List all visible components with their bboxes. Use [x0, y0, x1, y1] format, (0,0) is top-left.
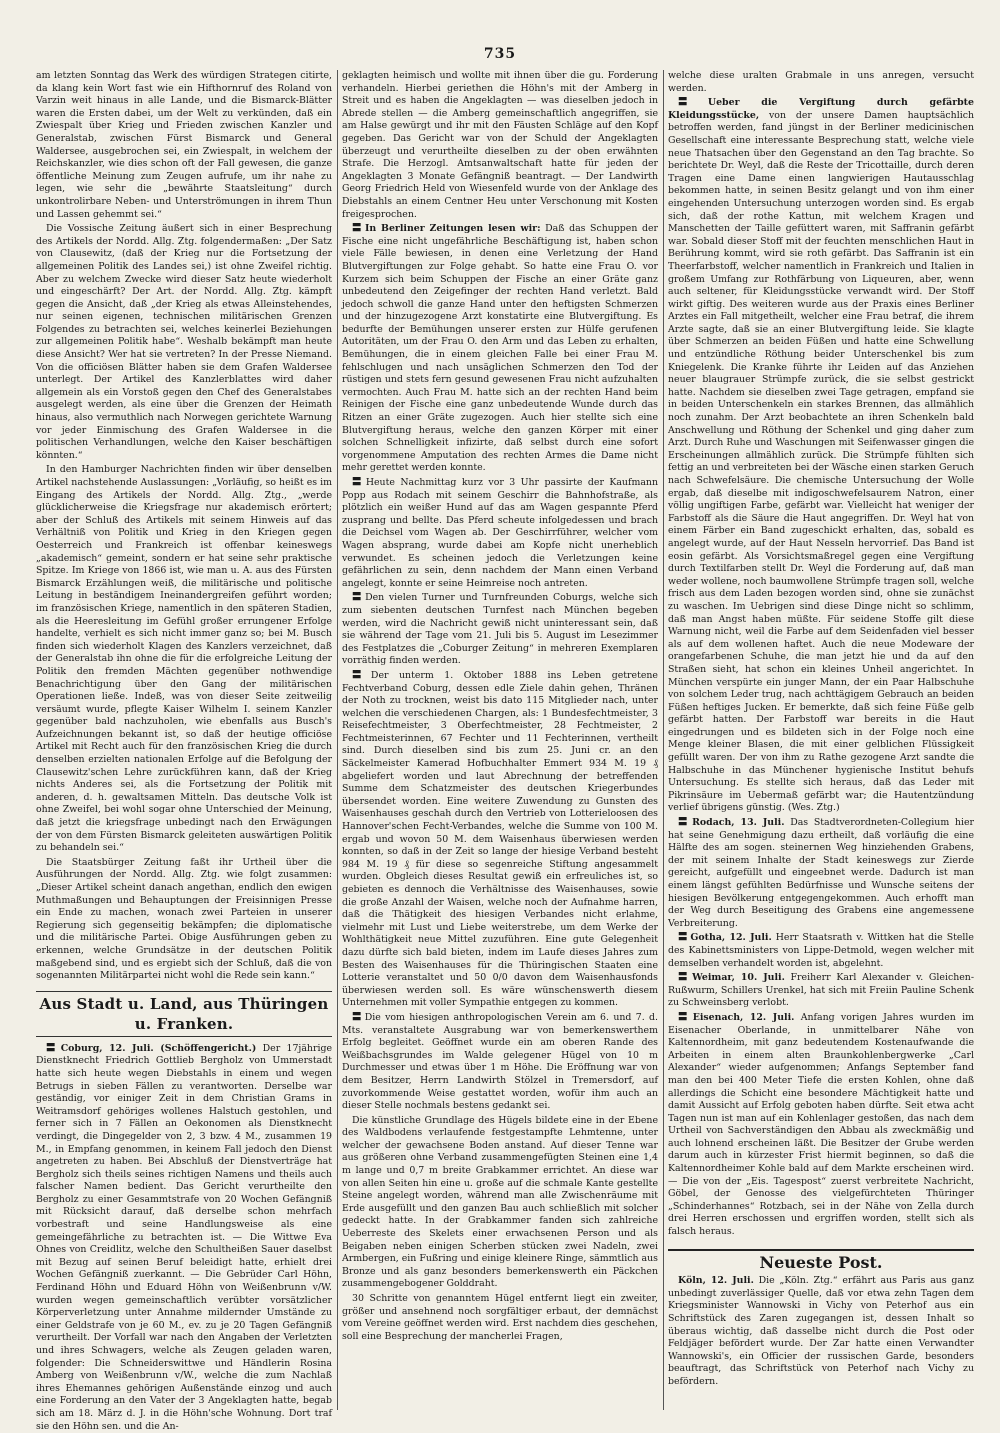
- news-item: [668, 932, 974, 970]
- news-text: Der 17jährige Dienstknecht Friedrich Gottlieb Bergholz von Ummerstadt hatte sich heute wegen Diebstahls in einem und wegen Betrugs in sieben Fällen zu verantworten. Derselbe war geständig, vor einiger Zeit in dem Christian Grams in Weitramsdorf gehöriges wollenes Halstuch gestohlen, und ferner sich in 7 Fällen an Oekonomen als Dienstknecht verdingt, die Dingegelder von 2, 3 bzw. 4 M., zusammen 19 M., in Empfang genommen, in keinem Fall jedoch den Dienst angetreten zu haben. Bei Abschluß der Dienstverträge hat Bergholz sich theils seines richtigen Namens und theils auch falscher Namen bedient. Das Gericht verurtheilte den Bergholz zu einer Gesammtstrafe von 20 Wochen Gefängniß mit Rücksicht darauf, daß derselbe schon mehrfach vorbestraft und seine Handlungsweise als eine gemeingefährliche zu betrachten ist. — Die Wittwe Eva Ohnes von Creidlitz, welche den Schultheißen Sauer daselbst mit Bezug auf seinen Beruf beleidigt hatte, erhielt drei Wochen Gefängniß zuerkannt. — Die Gebrüder Carl Höhn, Ferdinand Höhn und Eduard Höhn von Weißenbrunn v/W. wurden wegen gemeinschaftlich verübter vorsätzlicher Körperverletzung unter Annahme mildernder Umstände zu einer Geldstrafe von je 60 M., ev. zu je 20 Tagen Gefängniß verurtheilt. Der Vorfall war nach den Angaben der Verletzten und ihres Schwagers, welche als Zeugen geladen waren, folgender: Die Schneiderswittwe und Händlerin Rosina Amberg von Weißenbrunn v/W., welche die zum Nachlaß ihres Ehemannes gehörigen Außenstände einzog und auch eine Forderung an den Vater der 3 Angeklagten hatte, begab sich am 18. März d. J. in die Höhn'sche Wohnung. Dort traf sie den Höhn sen. und die An-: [36, 1042, 332, 1432]
- item-mark: 〓: [678, 932, 688, 944]
- dateline: In Berliner Zeitungen lesen wir:: [364, 223, 541, 235]
- dateline: Rodach, 13. Juli.: [692, 817, 785, 829]
- news-text: Den vielen Turner und Turnfreunden Coburgs, welche sich zum siebenten deutschen Turnfest nach München begeben werden, wird die Nachricht gewiß nicht uninteressant sein, daß sie während der Tage vom 21. Juli bis 5. August im Lesezimmer des Festplatzes die „Coburger Zeitung“ in mehreren Exemplaren vorräthig finden werden.: [342, 592, 658, 667]
- news-text: Anfang vorigen Jahres wurden im Eisenacher Oberlande, in unmittelbarer Nähe von Kaltennordheim, mit ganz bedeutendem Kostenaufwande die Arbeiten in einem alten Braunkohlenbergwerke „Carl Alexander“ wieder aufgenommen; Anfangs September fand man den bei 400 Meter Tiefe die ersten Kohlen, ohne daß allerdings die Schicht eine besondere Mächtigkeit hatte und damit Aussicht auf Erfolg geboten haben dürfte. Seit etwa acht Tagen nun ist man auf ein Kohlenlager gestoßen, das nach dem Urtheil von Sachverständigen den Abbau als zweckmäßig und auch lohnend erscheinen läßt. Die Besitzer der Grube werden darum auch in kürzester Frist hiermit beginnen, so daß die Kaltennordheimer Kohle bald auf dem Markte erscheinen wird. — Die von der „Eis. Tagespost“ zuerst verbreitete Nachricht, Göbel, der Genosse des vielgefürchteten Thüringer „Schinderhannes“ Rotzbach, sei in der Nähe von Zella durch drei Herren erschossen und ergriffen worden, stellt sich als falsch heraus.: [668, 1011, 974, 1238]
- page-number: 735: [483, 46, 517, 62]
- dateline: Ueber die Vergiftung durch gefärbte Kleidungsstücke,: [668, 97, 974, 121]
- section-heading: Aus Stadt u. Land, aus Thüringen u. Franken.: [36, 991, 332, 1037]
- article-paragraph: am letzten Sonntag das Werk des würdigen Strategen citirte, da klang kein Wort fast wie ein Hifthornruf des Roland von Varzin weit hinaus in alle Lande, und die Bismarck-Blätter waren die Ersten dabei, um der Welt zu verkünden, daß ein Zwiespalt über Krieg und Frieden zwischen Kanzler und Generalstab, zwischen Fürst Bismarck und General Waldersee, ausgebrochen sei, ein Zwiespalt, in welchem der Reichskanzler, wie dies schon oft der Fall gewesen, die ganze öffentliche Meinung zum Zeugen aufrufe, um ihr nahe zu legen, wie sehr die „bewährte Staatsleitung“ durch unkontrolirbare Neben- und Unterströmungen in ihrem Thun und Lassen gehemmt sei.“: [36, 70, 332, 220]
- item-mark: 〓: [678, 1011, 690, 1023]
- news-text: Freiherr Karl Alexander v. Gleichen-Rußwurm, Schillers Urenkel, hat sich mit Freiin Pauline Schenk zu Schweinsberg verlobt.: [668, 972, 975, 1009]
- item-mark: 〓: [352, 1011, 362, 1023]
- news-text: Der unterm 1. Oktober 1888 ins Leben getretene Fechtverband Coburg, dessen edle Ziele dahin gehen, Thränen der Noth zu trocknen, weist bis dato 115 Mitglieder nach, unter welchen die verschiedenen Chargen, als: 1 Bundesfechtmeister, 3 Reisefechtmeister, 3 Oberfechtmeister, 28 Fechtmeister, 2 Fechtmeisterinnen, 67 Fechter und 11 Fechterinnen, vertheilt sind. Durch dieselben sind bis zum 25. Juni cr. an den Säckelmeister Kamerad Hofbuchhalter Emmert 934 M. 19 ₰ abgeliefert worden und laut Abrechnung der betreffenden Summe dem Schatzmeister des deutschen Kriegerbundes übersendet worden. Eine weitere Zuwendung zu Gunsten des Waisenhauses geschah durch den Vertrieb von Lotterieloosen des Hannover'schen Fecht-Verbandes, welche die Summe von 100 M. ergab und wovon 50 M. dem Waisenhaus überwiesen werden konnten, so daß in der Zeit so lange der hiesige Verband besteht 984 M. 19 ₰ für diese so segenreiche Stiftung angesammelt wurden. Obgleich dieses Resultat gewiß ein erfreuliches ist, so gebieten es dennoch die Verhältnisse des Waisenhauses, sowie die große Anzahl der Waisen, welche noch der Aufnahme harren, daß die Thätigkeit des hiesigen Verbandes nicht erlahme, vielmehr mit Lust und Liebe weiterstrebe, um dem Werke der Wohlthätigkeit neue Mittel zuzuführen. Eine gute Gelegenheit dazu dürfte sich bald bieten, indem im Laufe dieses Jahres zum Besten des Waisenhauses für die Thüringischen Staaten eine Lotterie veranstaltet und 50 0/0 davon dem Waisenhausfonds überwiesen werden soll. Es wäre wünschenswerth diesem Unternehmen mit voller Sympathie entgegen zu kommen.: [342, 669, 658, 1009]
- news-item: [668, 1275, 974, 1388]
- article-paragraph: Die Vossische Zeitung äußert sich in einer Besprechung des Artikels der Nordd. Allg. Ztg. folgendermaßen: „Der Satz von Clausewitz, (daß der Krieg nur die Fortsetzung der allgemeinen Politik des Landes sei,) ist ohne Zweifel richtig. Aber zu welchem Zwecke wird dieser Satz heute wiederholt und eingeschärft? Der Art. der Nordd. Allg. Ztg. kämpft gegen die Ansicht, daß „der Krieg als etwas Alleinstehendes, nur seinen eigenen, technischen militärischen Grenzen Folgendes zu betrachten sei, welches keinerlei Beziehungen zur allgemeinen Politik habe“. Weshalb bekämpft man heute diese Ansicht? Wer hat sie vertreten? In der Presse Niemand. Von die officiösen Blätter haben sie dem Grafen Waldersee unterlegt. Der Artikel des Kanzlerblattes wird daher allgemein als ein Vorstoß gegen den Chef des Generalstabes ausgelegt werden, als eine über die Grenzen der Heimath hinaus, also vermuthlich nach Norwegen gerichtete Warnung vor jeder Einmischung des Grafen Waldersee in die politischen Verhandlungen, welche den Kaiser beschäftigen könnten.“: [36, 223, 332, 461]
- news-item: [342, 592, 658, 668]
- item-mark: 〓: [352, 223, 362, 235]
- dateline: Köln, 12. Juli.: [678, 1275, 754, 1287]
- news-item: [668, 1012, 974, 1239]
- column-2: [342, 70, 658, 1415]
- column-rule: [337, 70, 338, 1410]
- section-heading: Neueste Post.: [668, 1249, 974, 1270]
- news-item: [668, 97, 974, 815]
- item-mark: 〓: [46, 1042, 58, 1054]
- news-text: Die vom hiesigen anthropologischen Verein am 6. und 7. d. Mts. veranstaltete Ausgrabung war von bemerkenswerthem Erfolg begleitet. Geöffnet wurde ein am oberen Rande des Weißbachsgrundes im Walde gelegener Hügel von 10 m Durchmesser und etwas über 1 m Höhe. Die Eröffnung war von dem Besitzer, Herrn Landwirth Stölzel in Tremersdorf, auf zuvorkommende Weise gestattet worden, wofür ihm auch an dieser Stelle nochmals bestens gedankt sei.: [342, 1011, 658, 1112]
- news-text: Heute Nachmittag kurz vor 3 Uhr passirte der Kaufmann Popp aus Rodach mit seinem Geschirr die Bahnhofstraße, als plötzlich ein weißer Hund auf das am Wagen gespannte Pferd zusprang und bellte. Das Pferd scheute infolgedessen und brach die Deichsel vom Wagen ab. Der Geschirrführer, welcher vom Wagen absprang, wurde dabei am Kopfe nicht unerheblich verwundet. Es scheinen jedoch die Verletzungen keine gefährlichen zu sein, denn nachdem der Mann einen Verband angelegt, konnte er seine Heimreise noch antreten.: [342, 477, 658, 589]
- item-mark: 〓: [678, 97, 705, 109]
- news-text: von der unsere Damen hauptsächlich betroffen werden, fand jüngst in der Berliner medicinischen Gesellschaft eine interessante Besprechung statt, welche viele neue Thatsachen über den Gegenstand an den Tag brachte. So berichtete Dr. Weyl, daß die Reste der Tricottaille, durch deren Tragen eine Dame einen langwierigen Hautausschlag bekommen hatte, in seinen Besitz gelangt und von ihm einer eingehenden Untersuchung unterzogen worden sind. Es ergab sich, daß der rothe Kattun, mit welchem Kragen und Manschetten der Taille gefüttert waren, mit Saffranin gefärbt war. Sobald dieser Stoff mit der feuchten menschlichen Haut in Berührung kommt, wird sie roth gefärbt. Das Saffranin ist ein Theerfarbstoff, welcher namentlich in Frankreich und Italien in großem Umfang zur Rothfärbung von Liqueuren, aber, wenn auch seltener, für Kleidungsstücke verwandt wird. Der Stoff wirkt giftig. Des weiteren wurde aus der Praxis eines Berliner Arztes ein Fall mitgetheilt, welcher eine Frau betraf, die ihrem Arzte sagte, daß sie an einer Blutvergiftung leide. Sie klagte über Schmerzen an beiden Füßen und hatte eine Schwellung und entzündliche Röthung beider Unterschenkel bis zum Kniegelenk. Die Kranke führte ihr Leiden auf das Anziehen neuer blaugrauer Strümpfe zurück, die sie selbst gestrickt hatte. Nachdem sie dieselben zwei Tage getragen, empfand sie in beiden Unterschenkeln ein starkes Brennen, das allmählich noch zunahm. Der Arzt beobachtete an ihren Schenkeln bald Anschwellung und Röthung der Schenkel und ging daher zum Arzt. Durch Ruhe und Waschungen mit Seifenwasser gingen die Erscheinungen allmählich zurück. Die Strümpfe fühlten sich fettig an und verbreiteten bei der Wäsche einen starken Geruch nach Schwefelsäure. Die chemische Untersuchung der Wolle ergab, daß dieselbe mit indigoschwefelsaurem Natron, einer völlig ungiftigen Farbe, gefärbt war. Vielleicht hat weniger der Farbstoff als die Säure die Haut angegriffen. Dr. Weyl hat von einem Färber ein Band zugeschickt erhalten, das, sobald es angelegt wurde, auf der Haut Nesseln hervorrief. Das Band ist eosin gefärbt. Als Vorsichtsmaßregel gegen eine Vergiftung durch Textilfarben stellt Dr. Weyl die Forderung auf, daß man weder wollene, noch baumwollene Strümpfe tragen soll, welche frisch aus dem Laden bezogen worden sind, ohne sie zunächst zu waschen. Im Uebrigen sind diese Dinge nicht so schlimm, daß man Angst haben müßte. Für seidene Stoffe gilt diese Warnung nicht, weil die Farbe auf dem Seidenfaden viel besser als auf dem wollenen haftet. Auch die neue Modeware der orangefarbenen Schuhe, die man jetzt hie und da auf den Straßen sieht, hat schon ein kleines Unheil angerichtet. In München verspürte ein junger Mann, der ein Paar Halbschuhe von solchem Leder trug, nach achttägigem Gebrauch an beiden Füßen heftiges Jucken. Er bemerkte, daß sich feine Füße gelb gefärbt hatten. Der Farbstoff war bereits in die Haut eingedrungen und es bildeten sich in der Folge noch eine Menge kleiner Blasen, die mit einer gelblichen Flüssigkeit gefüllt waren. Der von ihm zu Rathe gezogene Arzt sandte die Halbschuhe in das Münchener hygienische Institut behufs Untersuchung. Es stellte sich heraus, daß das Leder mit Pikrinsäure im Uebermaß gefärbt war; die Hautentzündung verlief übrigens günstig. (Wes. Ztg.): [668, 109, 974, 814]
- news-text: Die „Köln. Ztg.“ erfährt aus Paris aus ganz unbedingt zuverlässiger Quelle, daß vor etwa zehn Tagen dem Kriegsminister Wannowski in Vichy von Peterhof aus ein Schriftstück des Zaren zugegangen ist, dessen Inhalt so überaus wichtig, daß dasselbe nicht durch die Post oder Feldjäger befördert wurde. Der Zar hatte einen Verwandter Wannowski's, ein Officier der russischen Garde, besonders beauftragt, das Schriftstück von Peterhof nach Vichy zu befördern.: [668, 1275, 974, 1387]
- article-paragraph: In den Hamburger Nachrichten finden wir über denselben Artikel nachstehende Auslassungen: „Vorläufig, so heißt es im Eingang des Artikels der Nordd. Allg. Ztg., „werde glücklicherweise die Kriegsfrage nur akademisch erörtert; aber der Schluß des Artikels mit seinem Hinweis auf das Verhältniß von Politik und Krieg in den Kriegen gegen Oesterreich und Frankreich ist offenbar keineswegs „akademisch“ gemeint, sondern er hat seine sehr praktische Spitze. Im Kriege von 1866 ist, wie man u. A. aus des Fürsten Bismarck Erzählungen weiß, die militärische und politische Leitung in beständigem Ineinandergreifen geführt worden; im französischen Kriege, namentlich in den späteren Stadien, als die Heeresleitung im Gefühl großer errungener Erfolge handelte, verhielt es sich nicht immer ganz so; bei M. Busch finden sich wiederholt Klagen des Kanzlers verzeichnet, daß der Generalstab ihn ohne die für die erfolgreiche Leitung der Politik den fremden Mächten gegenüber nothwendige Benachrichtigung über den Gang der militärischen Operationen ließe. Indeß, was von dieser Seite zeitweilig versäumt wurde, pflegte Kaiser Wilhelm I. seinem Kanzler gegenüber bald nachzuholen, wie ebenfalls aus Busch's Aufzeichnungen bekannt ist, so daß der heutige officiöse Artikel mit Recht auch für den französischen Krieg die durch denselben erzielten nationalen Erfolge auf die Befolgung der Clausewitz'schen Lehre zurückführen kann, daß der Krieg nichts Anderes sei, als die Fortsetzung der Politik mit anderen, d. h. gewaltsamen Mitteln. Das deutsche Volk ist ohne Zweifel, bei wohl sogar ohne Unterschied der Meinung, daß jetzt die kriegsfrage unbedingt nach den Erwägungen der von dem Fürsten Bismarck geleiteten auswärtigen Politik zu behandeln sei.“: [36, 464, 332, 854]
- item-mark: 〓: [352, 477, 363, 488]
- article-paragraph: welche diese uralten Grabmale in uns anregen, versucht werden.: [668, 70, 974, 94]
- news-item: [36, 1043, 332, 1433]
- article-paragraph: 30 Schritte von genanntem Hügel entfernt liegt ein zweiter, größer und ansehnend noch sorgfältiger erbaut, der demnächst vom Vereine geöffnet werden wird. Erst nachdem dies geschehen, soll eine Besprechung der mancherlei Fragen,: [342, 1293, 658, 1342]
- news-text: Herr Staatsrath v. Wittken hat die Stelle des Kabinettsministers von Lippe-Detmold, wegen welcher mit demselben verhandelt worden ist, abgelehnt.: [668, 932, 974, 969]
- news-item: [342, 1012, 658, 1113]
- item-mark: 〓: [678, 972, 690, 984]
- dateline: Eisenach, 12. Juli.: [692, 1011, 795, 1023]
- column-rule: [663, 70, 664, 1410]
- news-text: Daß das Schuppen der Fische eine nicht ungefährliche Beschäftigung ist, haben schon viele Fälle bewiesen, in denen eine Verletzung der Hand Blutvergiftungen zur Folge gehabt. So hatte eine Frau O. vor Kurzem sich beim Schuppen der Fische an einer Gräte ganz unbedeutend den Zeigefinger der rechten Hand verletzt. Bald jedoch schwoll die ganze Hand unter den heftigsten Schmerzen und der hinzugezogene Arzt konstatirte eine Blutvergiftung. Es bedurfte der Bemühungen unserer ersten zur Hülfe gerufenen Autoritäten, um der Frau O. den Arm und das Leben zu erhalten, Bemühungen, die in einem gleichen Falle bei einer Frau M. fehlschlugen und nach unsäglichen Schmerzen den Tod der rüstigen und stets fern gesund gewesenen Frau nicht aufzuhalten vermochten. Auch Frau M. hatte sich an der rechten Hand beim Reinigen der Fische eine ganz unbedeutende Wunde durch das Ritzen an einer Gräte zugezogen. Auch hier stellte sich eine Blutvergiftung heraus, welche den ganzen Körper mit einer solchen Schnelligkeit infizirte, daß selbst durch eine sofort vorgenommene Amputation des rechten Armes die Dame nicht mehr gerettet werden konnte.: [342, 223, 658, 474]
- news-item: [668, 972, 974, 1010]
- dateline: Coburg, 12. Juli. (Schöffengericht.): [60, 1042, 257, 1054]
- news-item: [668, 817, 974, 930]
- news-item: [342, 223, 658, 475]
- article-paragraph: geklagten heimisch und wollte mit ihnen über die gu. Forderung verhandeln. Hierbei geriethen die Höhn's mit der Amberg in Streit und es haben die Angeklagten — was dieselben jedoch in Abrede stellen — die Amberg gemeinschaftlich angegriffen, sie am Halse gewürgt und ihr mit den Fäusten Schläge auf den Kopf gegeben. Das Gericht war von der Schuld der Angeklagten überzeugt und verurtheilte dieselben zu der oben erwähnten Strafe. Die Herzogl. Amtsanwaltschaft hatte für jeden der Angeklagten 3 Monate Gefängniß beantragt. — Der Landwirth Georg Friedrich Held von Wiesenfeld wurde von der Anklage des Diebstahls an einem Centner Heu unter Verschonung mit Kosten freigesprochen.: [342, 70, 658, 220]
- column-1: [36, 70, 332, 1432]
- dateline: Gotha, 12. Juli.: [690, 932, 772, 944]
- item-mark: 〓: [352, 592, 363, 604]
- item-mark: 〓: [352, 669, 368, 681]
- item-mark: 〓: [678, 817, 690, 829]
- article-paragraph: Die künstliche Grundlage des Hügels bildete eine in der Ebene des Waldbodens verlaufende festgestampfte Lehmtenne, unter welcher der gewachsene Boden anstand. Auf dieser Tenne war aus größeren ohne Verband zusammengefügten Steinen eine 1,4 m lange und 0,7 m breite Grabkammer errichtet. An diese war von allen Seiten hin eine u. große auf die schmale Kante gestellte Steine angelegt worden, während man alle Zwischenräume mit Erde ausgefüllt und den ganzen Bau auch schließlich mit solcher gedeckt hatte. In der Grabkammer fanden sich zahlreiche Ueberreste des Skelets einer erwachsenen Person und als Beigaben neben einigen Scherben stücken zwei Nadeln, zwei Armbergen, ein Fußring und einige kleinere Ringe, sämmtlich aus Bronze und als ganz besonders bemerkenswerth ein Päckchen zusammengebogener Golddraht.: [342, 1114, 658, 1290]
- column-3: [668, 70, 974, 1415]
- article-paragraph: Die Staatsbürger Zeitung faßt ihr Urtheil über die Ausführungen der Nordd. Allg. Ztg. wie folgt zusammen: „Dieser Artikel scheint danach angethan, endlich den ewigen Muthmaßungen und Behauptungen der Freisinnigen Presse ein Ende zu machen, wonach zwei Parteien in unserer Regierung sich gegenseitig bekämpfen; die diplomatische und die militärische Partei. Obige Ausführungen geben zu erkennen, welche Grundsätze in der deutschen Politik maßgebend sind, und es ergiebt sich der Schluß, daß die von sogenannten Militärpartei nicht wohl die Rede sein kann.“: [36, 856, 332, 982]
- dateline: Weimar, 10. Juli.: [692, 972, 785, 984]
- news-item: [342, 477, 658, 590]
- news-item: [342, 670, 658, 1010]
- news-text: Das Stadtverordneten-Collegium hier hat seine Genehmigung dazu ertheilt, daß vorläufig die eine Hälfte des am sogen. steinernen Weg hinziehenden Grabens, der mit seinem Inhalte der Stadt keineswegs zur Zierde gereicht, aufgefüllt und eingeebnet werde. Dadurch ist man einem längst gefühlten Bedürfnisse und Wunsche seitens der hiesigen Bevölkerung entgegengekommen. Auch erhofft man der Weg durch Beseitigung des Grabens eine angemessene Verbreiterung.: [668, 817, 974, 929]
